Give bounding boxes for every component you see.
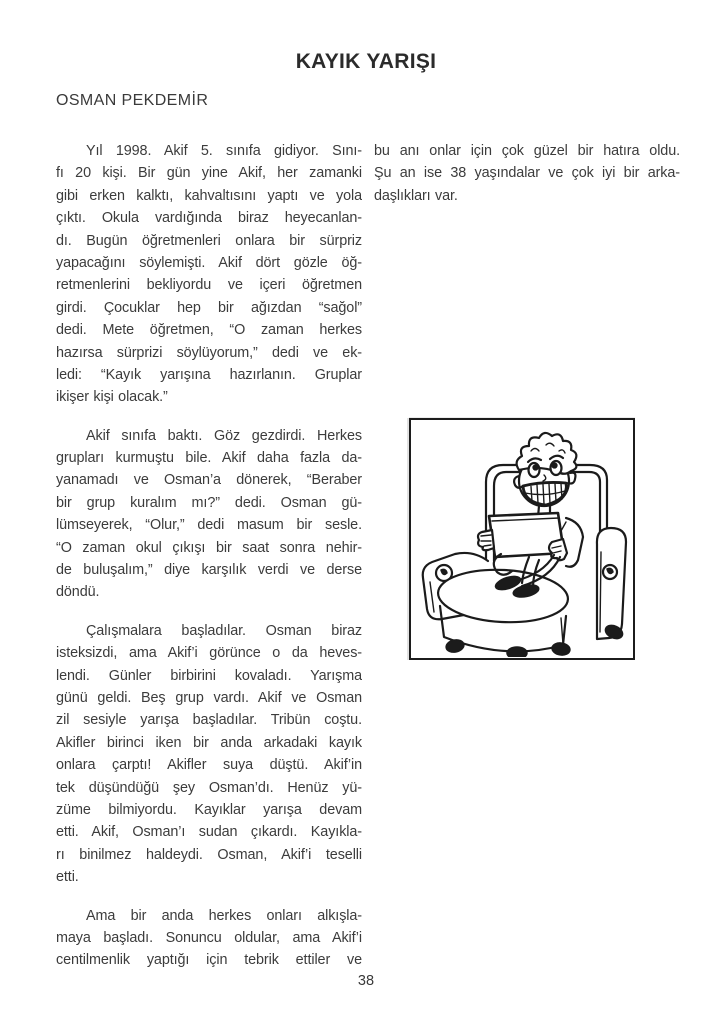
text-line: etti. (56, 869, 79, 886)
text-line: bu anı onlar için çok güzel bir hatıra oldu. (374, 143, 680, 159)
text-line: tek düşündüğü şey Osman’dı. Henüz yü- (56, 779, 362, 796)
text-line: züme bilmiyordu. Kayıklar yarışa devam (56, 801, 362, 818)
text-line: “O zaman okul çıkışı bir saat sonra nehir- (56, 539, 362, 556)
text-line: fı 20 kişi. Bir gün yine Akif, her zamanki (56, 165, 362, 182)
paragraph (56, 905, 362, 972)
text-line: döndü. (56, 584, 100, 601)
text-line: lendi. Günler birbirini kovaladı. Yarışma (56, 667, 362, 684)
text-line: daşlıkları var. (374, 187, 458, 204)
text-line: zil sesiyle yarışa başladılar. Tribün coştu. (56, 712, 362, 729)
text-line: Çalışmalara başladılar. Osman biraz (86, 622, 362, 639)
text-line: maya başladı. Sonuncu oldular, ama Akif’i (56, 929, 362, 946)
text-line: centilmenlik yaptığı için tebrik ettiler ve (56, 952, 362, 969)
text-line: ledi: “Kayık yarışına hazırlanın. Gruplar (56, 366, 362, 383)
text-line: günü geldi. Beş grup vardı. Akif ve Osman (56, 689, 362, 706)
paragraph (374, 140, 680, 207)
text-line: grupları kurmuştu bile. Akif daha fazla da- (56, 450, 362, 467)
page-number: 38 (357, 973, 375, 989)
text-line: yapacağını söylemişti. Akif dört gözle öğ- (56, 254, 362, 271)
text-line: retmenlerini bekliyordu ve içeri öğretmen (56, 277, 362, 294)
story-illustration (409, 418, 635, 660)
paragraph (56, 620, 362, 889)
paragraph (56, 140, 362, 409)
text-line: çıktı. Okula vardığında biraz heyecanlan- (56, 210, 362, 227)
text-line: isteksizdi, ama Akif’i görünce o da heves- (56, 645, 362, 662)
text-line: Şu an ise 38 yaşındalar ve çok iyi bir arka- (374, 165, 680, 182)
text-line: bir grup kuralım mı?” dedi. Osman gü- (56, 494, 362, 511)
text-line: hazırsa sürprizi söylüyorum,” dedi ve ek- (56, 344, 362, 361)
left-column (56, 140, 362, 988)
text-line: Akif sınıfa baktı. Göz gezdirdi. Herkes (86, 427, 362, 444)
text-line: Ama bir anda herkes onları alkışla- (86, 907, 362, 924)
text-line: Akifler birinci iken bir anda arkadaki kayık (56, 734, 362, 751)
author-name: OSMAN PEKDEMİR (56, 92, 209, 109)
text-line: dı. Bugün öğretmenleri onlara bir sürpriz (56, 232, 362, 249)
text-line: girdi. Çocuklar hep bir ağızdan “sağol” (56, 299, 362, 316)
text-line: de buluşalım,” diye karşılık verdi ve derse (56, 562, 362, 579)
boy-in-armchair-drawing (411, 420, 632, 657)
text-line: dedi. Mete öğretmen, “O zaman herkes (56, 322, 362, 339)
page-title: KAYIK YARIŞI (295, 50, 437, 73)
text-line: ikişer kişi olacak.” (56, 389, 168, 406)
text-line: onlara çarptı! Akifler suya düştü. Akif’in (56, 757, 362, 774)
text-line: yanamadı ve Osman’a dönerek, “Beraber (56, 472, 362, 489)
text-line: etti. Akif, Osman’ı sudan çıkardı. Kayıkla- (56, 824, 362, 841)
text-line: lümseyerek, “Olur,” dedi masum bir sesle. (56, 517, 362, 534)
text-line: gibi erken kalktı, kahvaltısını yaptı ve yola (56, 187, 362, 204)
text-line: Yıl 1998. Akif 5. sınıfa gidiyor. Sını- (86, 143, 362, 159)
right-column (374, 140, 680, 223)
paragraph (56, 425, 362, 604)
text-line: rı binilmez haldeydi. Osman, Akif’i teselli (56, 846, 362, 863)
